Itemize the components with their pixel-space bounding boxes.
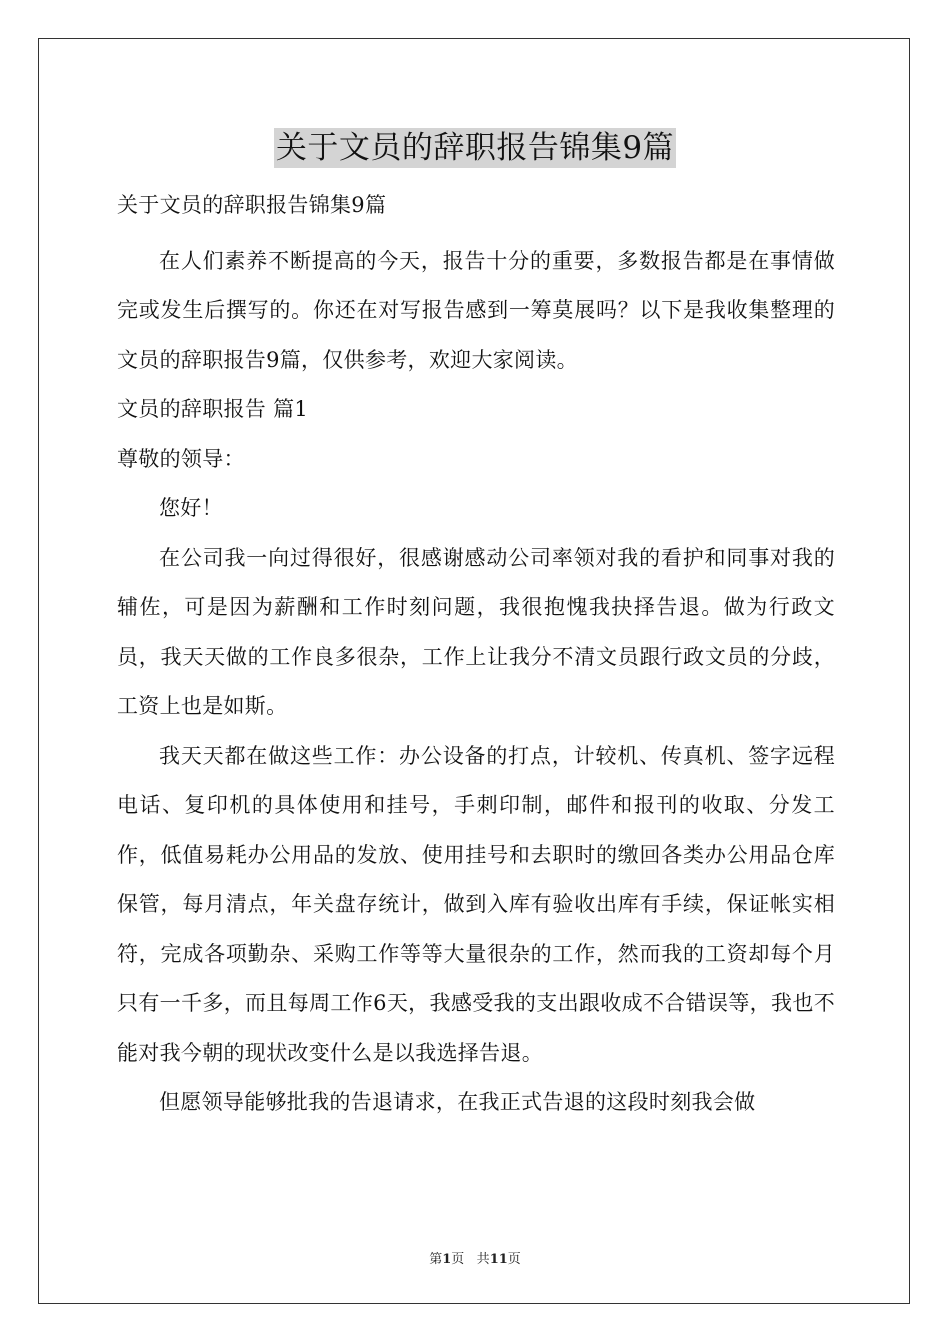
body-paragraph-3: 但愿领导能够批我的告退请求，在我正式告退的这段时刻我会做 — [159, 1090, 756, 1114]
body-paragraph-2: 我天天都在做这些工作：办公设备的打点，计较机、传真机、签字远程电话、复印机的具体使用和挂号，手刺印制，邮件和报刊的收取、分发工作，低值易耗办公用品的发放、使用挂号和去职时的缴回各类办公用品仓库保管，每月清点，年关盘存统计，做到入库有验收出库有手续，保证帐实相符，完成各项勤杂、采购工作等等大量很杂的工作，然而我的工资却每个月只有一千多，而且每周工作6天，我感受我的支出跟收成不合错误等，我也不能对我今朝的现状改变什么是以我选择告退。 — [117, 743, 835, 1065]
page-total: 11 — [489, 1252, 508, 1267]
intro-paragraph: 在人们素养不断提高的今天，报告十分的重要，多数报告都是在事情做完或发生后撰写的。你还在对写报告感到一筹莫展吗？以下是我收集整理的文员的辞职报告9篇，仅供参考，欢迎大家阅读。 — [117, 248, 835, 372]
page-number: 1 — [442, 1252, 452, 1267]
page-unit: 页 — [451, 1252, 465, 1267]
document-body — [117, 181, 835, 1128]
salutation: 尊敬的领导： — [117, 446, 245, 471]
document-subtitle: 关于文员的辞职报告锦集9篇 — [117, 193, 387, 217]
page-prefix: 第 — [429, 1252, 443, 1267]
body-paragraph-1: 在公司我一向过得很好，很感谢感动公司率领对我的看护和同事对我的辅佐，可是因为薪酬和工作时刻问题，我很抱愧我抉择告退。做为行政文员，我天天做的工作良多很杂，工作上让我分不清文员跟行政文员的分歧，工资上也是如斯。 — [117, 545, 835, 718]
total-unit: 页 — [507, 1252, 521, 1267]
page-footer — [0, 1248, 950, 1267]
total-prefix: 共 — [476, 1252, 490, 1267]
section-heading: 文员的辞职报告 篇1 — [117, 397, 309, 421]
greeting: 您好！ — [159, 496, 223, 520]
document-title: 关于文员的辞职报告锦集9篇 — [275, 130, 675, 166]
title-container — [0, 128, 950, 168]
